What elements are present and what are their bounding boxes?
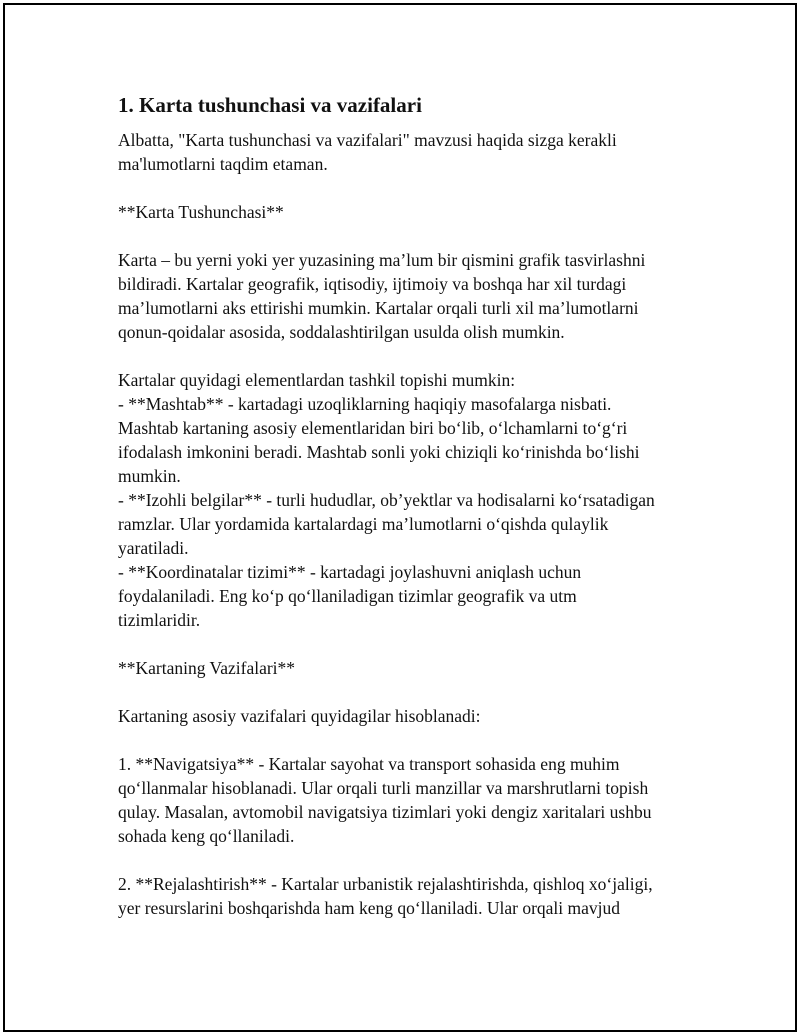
text-line: yaratiladi. bbox=[118, 538, 189, 558]
blank-line bbox=[118, 224, 698, 248]
text-line: ifodalash imkonini beradi. Mashtab sonli yoki chiziqli ko‘rinishda bo‘lishi bbox=[118, 442, 640, 462]
text-line: Albatta, "Karta tushunchasi va vazifalari" mavzusi haqida sizga kerakli bbox=[118, 130, 617, 150]
blank-line bbox=[118, 848, 698, 872]
text-line: sohada keng qo‘llaniladi. bbox=[118, 826, 295, 846]
text-line: bildiradi. Kartalar geografik, iqtisodiy, ijtimoiy va boshqa har xil turdagi bbox=[118, 274, 627, 294]
section-heading: 1. Karta tushunchasi va vazifalari bbox=[118, 93, 422, 117]
text-line: mumkin. bbox=[118, 466, 181, 486]
text-line: tizimlaridir. bbox=[118, 610, 201, 630]
text-line: - **Mashtab** - kartadagi uzoqliklarning haqiqiy masofalarga nisbati. bbox=[118, 394, 612, 414]
blank-line bbox=[118, 632, 698, 656]
text-line: Karta – bu yerni yoki yer yuzasining ma’lum bir qismini grafik tasvirlashni bbox=[118, 250, 646, 270]
text-line: 2. **Rejalashtirish** - Kartalar urbanistik rejalashtirishda, qishloq xo‘jaligi, bbox=[118, 874, 653, 894]
blank-line bbox=[118, 344, 698, 368]
text-line: qonun-qoidalar asosida, soddalashtirilgan usulda olish mumkin. bbox=[118, 322, 565, 342]
text-line: - **Izohli belgilar** - turli hududlar, ob’yektlar va hodisalarni ko‘rsatadigan bbox=[118, 490, 655, 510]
text-line: qulay. Masalan, avtomobil navigatsiya tizimlari yoki dengiz xaritalari ushbu bbox=[118, 802, 652, 822]
text-line: **Kartaning Vazifalari** bbox=[118, 658, 296, 678]
text-line: yer resurslarini boshqarishda ham keng qo‘llaniladi. Ular orqali mavjud bbox=[118, 898, 621, 918]
blank-line bbox=[118, 176, 698, 200]
blank-line bbox=[118, 728, 698, 752]
text-line: Mashtab kartaning asosiy elementlaridan biri bo‘lib, o‘lchamlarni to‘g‘ri bbox=[118, 418, 628, 438]
blank-line bbox=[118, 680, 698, 704]
text-line: **Karta Tushunchasi** bbox=[118, 202, 284, 222]
text-line: ma'lumotlarni taqdim etaman. bbox=[118, 154, 328, 174]
text-line: - **Koordinatalar tizimi** - kartadagi joylashuvni aniqlash uchun bbox=[118, 562, 582, 582]
document-body bbox=[118, 91, 698, 920]
text-line: foydalaniladi. Eng ko‘p qo‘llaniladigan tizimlar geografik va utm bbox=[118, 586, 577, 606]
text-line: qo‘llanmalar hisoblanadi. Ular orqali turli manzillar va marshrutlarni topish bbox=[118, 778, 649, 798]
text-line: Kartaning asosiy vazifalari quyidagilar hisoblanadi: bbox=[118, 706, 481, 726]
text-line: Kartalar quyidagi elementlardan tashkil topishi mumkin: bbox=[118, 370, 516, 390]
text-line: 1. **Navigatsiya** - Kartalar sayohat va transport sohasida eng muhim bbox=[118, 754, 620, 774]
text-line: ramzlar. Ular yordamida kartalardagi ma’lumotlarni o‘qishda qulaylik bbox=[118, 514, 609, 534]
text-line: ma’lumotlarni aks ettirishi mumkin. Kartalar orqali turli xil ma’lumotlarni bbox=[118, 298, 639, 318]
paragraph-lines bbox=[118, 128, 698, 920]
